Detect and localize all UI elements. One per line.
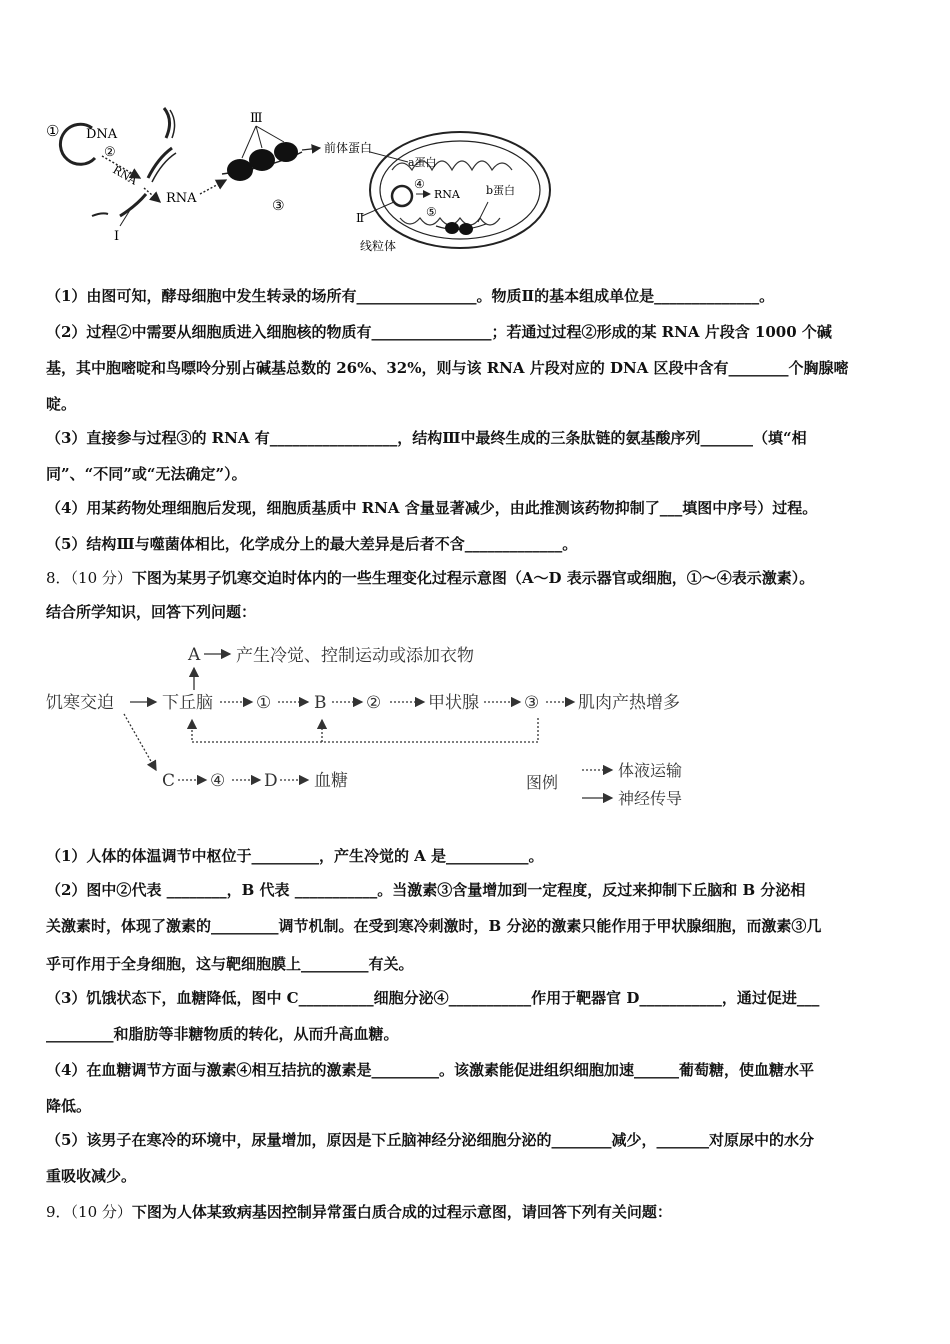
- muscle-heat-text: 肌肉产热增多: [578, 693, 680, 713]
- node-d: D: [264, 771, 278, 791]
- thyroid-node: 甲状腺: [428, 693, 479, 713]
- a-protein-label: a蛋白: [408, 156, 437, 169]
- q8-line-4: 乎可作用于全身细胞，这与靶细胞膜上_________有关。: [46, 955, 414, 973]
- q7-line-4: 啶。: [46, 395, 77, 413]
- q8-line-1: （1）人体的体温调节中枢位于_________，产生冷觉的 A 是___________。: [46, 847, 544, 865]
- q7-line-5: （3）直接参与过程③的 RNA 有_________________，结构Ⅲ中最终生成的三条肽链的氨基酸序列_______（填“相: [46, 429, 807, 447]
- rna-label-mito: RNA: [434, 188, 460, 201]
- q7-line-3: 基，其中胞嘧啶和鸟嘌呤分别占碱基总数的 26%、32%，则与该 RNA 片段对应的 DNA 区段中含有________个胸腺嘧: [46, 359, 849, 377]
- legend-fluid: 体液运输: [618, 761, 683, 780]
- gene-expression-diagram: [40, 98, 560, 263]
- hormone-2: ②: [366, 693, 382, 713]
- q8-line-5: （3）饥饿状态下，血糖降低，图中 C__________细胞分泌④___________作用于靶器官 D___________，通过促进___: [46, 989, 820, 1007]
- hormone-3: ③: [524, 693, 540, 713]
- blood-glucose-node: 血糖: [314, 771, 348, 791]
- step4-label: ④: [414, 177, 425, 191]
- mito-dna: [392, 186, 412, 206]
- step1-label: ①: [46, 122, 60, 140]
- q8-heading-text: 下图为某男子饥寒交迫时体内的一些生理变化过程示意图（A～D 表示器官或细胞，①～④表示激素）。: [131, 569, 815, 587]
- step3-label: ③: [272, 198, 285, 214]
- q9-number: 9．（10 分）: [46, 1203, 132, 1221]
- roman1-label: I: [114, 229, 120, 244]
- q8-number: 8．（10 分）: [46, 569, 132, 587]
- legend-nerve: 神经传导: [618, 789, 683, 808]
- q8-line-6: _________和脂肪等非糖物质的转化，从而升高血糖。: [46, 1025, 399, 1043]
- rna-label-mid: RNA: [166, 191, 197, 206]
- mitochondrion-label: 线粒体: [360, 239, 397, 253]
- q8-line-8: 降低。: [46, 1097, 92, 1115]
- q9-heading-text: 下图为人体某致病基因控制异常蛋白质合成的过程示意图，请回答下列有关问题：: [131, 1203, 672, 1221]
- roman2-label: Ⅱ: [356, 211, 365, 225]
- q7-line-2: （2）过程②中需要从细胞质进入细胞核的物质有________________；若通过过程②形成的某 RNA 片段含 1000 个碱: [46, 323, 832, 341]
- precursor-protein-label: 前体蛋白: [324, 141, 373, 155]
- q8-line-2: （2）图中②代表 ________，B 代表 ___________。当激素③含量增加到一定程度，反过来抑制下丘脑和 B 分泌相: [46, 881, 806, 899]
- q8-heading: [46, 568, 814, 588]
- thermoregulation-diagram: [44, 636, 724, 816]
- dna-label: DNA: [86, 127, 118, 142]
- q7-line-1: （1）由图可知，酵母细胞中发生转录的场所有________________。物质Ⅱ的基本组成单位是______________。: [46, 287, 775, 305]
- b-protein-label: b蛋白: [486, 184, 516, 197]
- legend-title: 图例: [526, 773, 559, 792]
- q8-line-7: （4）在血糖调节方面与激素④相互拮抗的激素是_________。该激素能促进组织细胞加速______葡萄糖，使血糖水平: [46, 1061, 814, 1079]
- q8-line-3: 关激素时，体现了激素的_________调节机制。在受到寒冷刺激时，B 分泌的激素只能作用于甲状腺细胞，而激素③几: [46, 917, 822, 935]
- q7-line-6: 同”、“不同”或“无法确定”）。: [46, 465, 247, 483]
- hormone-4: ④: [210, 771, 226, 791]
- q8-heading-line-2: 结合所学知识，回答下列问题：: [46, 603, 257, 621]
- hypothalamus-node: 下丘脑: [162, 693, 213, 713]
- node-b: B: [314, 693, 327, 713]
- q7-line-8: （5）结构Ⅲ与噬菌体相比，化学成分上的最大差异是后者不含_____________。: [46, 535, 578, 553]
- step5-label: ⑤: [426, 205, 437, 219]
- hormone-1: ①: [256, 693, 272, 713]
- node-c: C: [162, 771, 176, 791]
- q9-heading: [46, 1202, 672, 1222]
- rna-label-small: RNA: [110, 163, 140, 188]
- cold-sensation-text: 产生冷觉、控制运动或添加衣物: [236, 646, 474, 666]
- q8-line-10: 重吸收减少。: [46, 1167, 137, 1185]
- step2-label: ②: [104, 145, 116, 160]
- node-a: A: [188, 645, 201, 665]
- roman3-label: Ⅲ: [250, 111, 263, 126]
- q8-line-9: （5）该男子在寒冷的环境中，尿量增加，原因是下丘脑神经分泌细胞分泌的________减少，_______对原尿中的水分: [46, 1131, 814, 1149]
- hunger-cold-label: 饥寒交迫: [46, 693, 114, 713]
- q7-line-7: （4）用某药物处理细胞后发现，细胞质基质中 RNA 含量显著减少，由此推测该药物抑制了___填图中序号）过程。: [46, 499, 818, 517]
